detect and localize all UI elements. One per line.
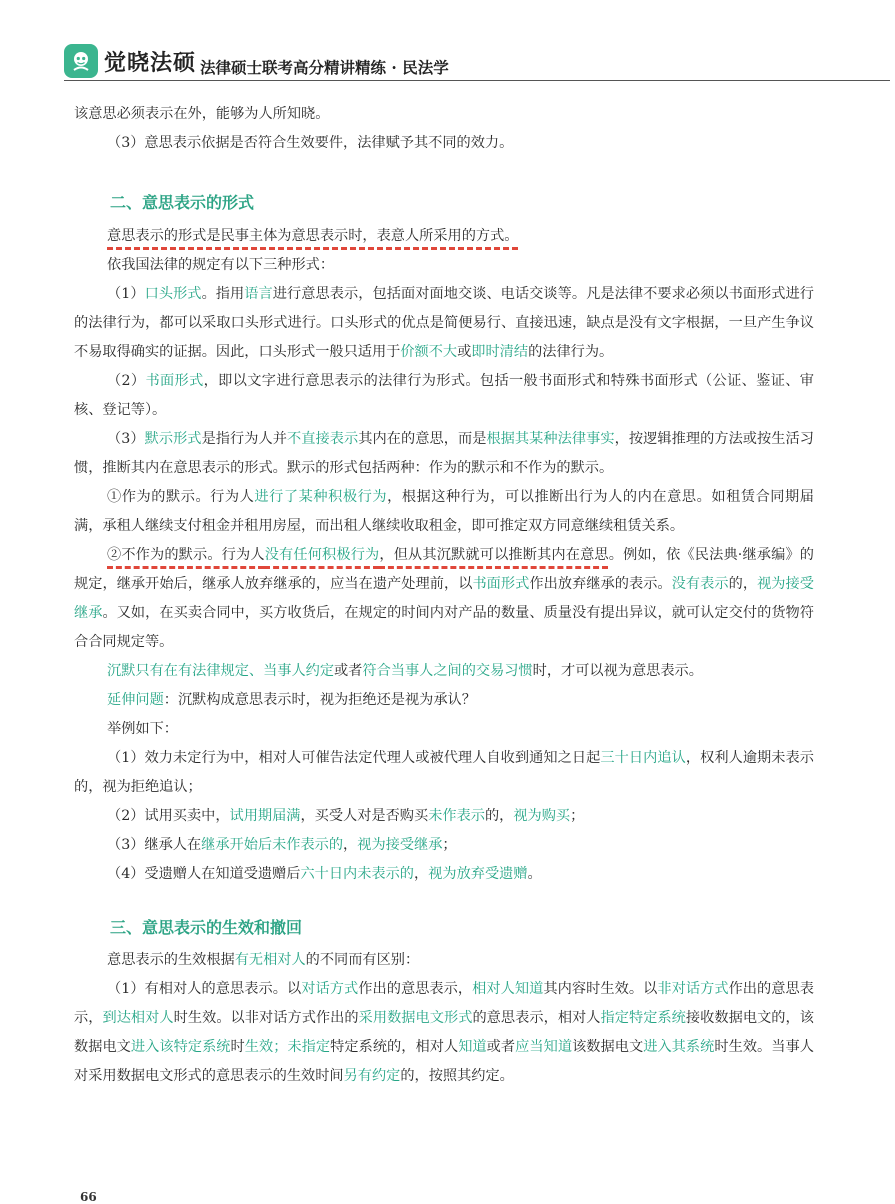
written-form-paragraph: （2）书面形式，即以文字进行意思表示的法律行为形式。包括一般书面形式和特殊书面形式（公证、鉴证、审核、登记等）。	[74, 373, 814, 418]
header-divider	[64, 80, 890, 81]
oral-form-paragraph: （1）口头形式。指用语言进行意思表示，包括面对面地交谈、电话交谈等。凡是法律不要求必须以书面形式进行的法律行为，都可以采取口头形式进行。口头形式的优点是简便易行、直接迅速，缺点是没有文字根据，一旦产生争议不易取得确实的证据。因此，口头形式一般只适用于价额不大或即时清结的法律行为。	[74, 286, 814, 360]
paragraph: （3）意思表示依据是否符合生效要件，法律赋予其不同的效力。	[107, 135, 514, 151]
example-item: （4）受遗赠人在知道受遗赠后六十日内未表示的，视为放弃受遗赠。	[107, 866, 542, 882]
extended-question: 延伸问题：沉默构成意思表示时，视为拒绝还是视为承认？	[107, 692, 476, 708]
definition-paragraph	[74, 222, 814, 251]
page-body	[74, 100, 814, 1091]
example-item: （1）效力未定行为中，相对人可催告法定代理人或被代理人自收到通知之日起三十日内追认，权利人逾期未表示的，视为拒绝追认；	[74, 750, 814, 795]
relative-party-paragraph: （1）有相对人的意思表示。以对话方式作出的意思表示，相对人知道其内容时生效。以非对话方式作出的意思表示，到达相对人时生效。以非对话方式作出的采用数据电文形式的意思表示，相对人指定特定系统接收数据电文的，该数据电文进入该特定系统时生效；未指定特定系统的，相对人知道或者应当知道该数据电文进入其系统时生效。当事人对采用数据电文形式的意思表示的生效时间另有约定的，按照其约定。	[74, 981, 814, 1084]
act-implied-paragraph: ①作为的默示。行为人进行了某种积极行为，根据这种行为，可以推断出行为人的内在意思。如租赁合同期届满，承租人继续支付租金并租用房屋，而出租人继续收取租金，即可推定双方同意继续租赁关系。	[74, 489, 814, 534]
omission-implied-paragraph: ②不作为的默示。行为人没有任何积极行为，但从其沉默就可以推断其内在意思。例如，依《民法典·继承编》的规定，继承开始后，继承人放弃继承的，应当在遗产处理前，以书面形式作出放弃继承的表示。没有表示的，视为接受继承。又如，在买卖合同中，买方收货后，在规定的时间内对产品的数量、质量没有提出异议，就可认定交付的货物符合合同规定等。	[74, 547, 814, 650]
example-item: （3）继承人在继承开始后未作表示的，视为接受继承；	[107, 837, 457, 853]
paragraph: 举例如下：	[107, 721, 178, 737]
paragraph: 意思表示的生效根据有无相对人的不同而有区别：	[107, 952, 420, 968]
page-number: 66	[80, 1190, 97, 1204]
section-heading: 三、意思表示的生效和撤回	[110, 918, 303, 937]
paragraph: 该意思必须表示在外，能够为人所知晓。	[74, 106, 330, 122]
page-header	[64, 44, 890, 80]
example-item: （2）试用买卖中，试用期届满，买受人对是否购买未作表示的，视为购买；	[107, 808, 585, 824]
implied-form-paragraph: （3）默示形式是指行为人并不直接表示其内在的意思，而是根据其某种法律事实，按逻辑推理的方法或按生活习惯，推断其内在意思表示的形式。默示的形式包括两种：作为的默示和不作为的默示。	[74, 431, 814, 476]
brand-logo-icon	[64, 44, 98, 78]
paragraph: 依我国法律的规定有以下三种形式：	[107, 257, 335, 273]
brand-name: 觉晓法硕	[104, 51, 197, 76]
dashed-underline-text: 意思表示的形式是民事主体为意思表示时，表意人所采用的方式。	[107, 228, 519, 244]
book-title: 法律硕士联考高分精讲精练 · 民法学	[200, 58, 449, 77]
silence-rule-paragraph: 沉默只有在有法律规定、当事人约定或者符合当事人之间的交易习惯时，才可以视为意思表示。	[107, 663, 703, 679]
section-heading: 二、意思表示的形式	[110, 193, 255, 212]
